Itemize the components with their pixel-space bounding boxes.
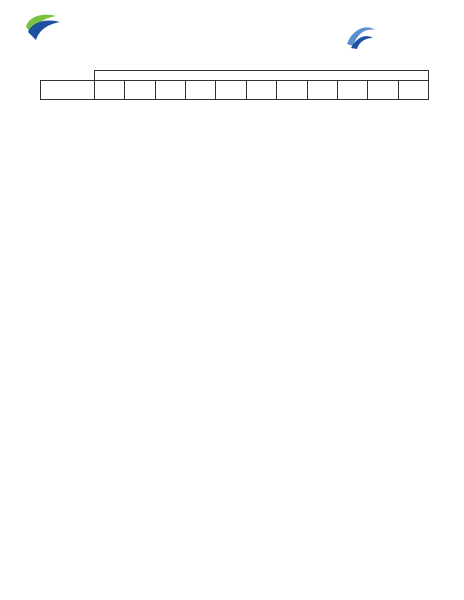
norma-group-logo	[345, 24, 437, 54]
ksf-header	[368, 81, 398, 91]
ksf-header	[125, 81, 155, 91]
ksf-header	[155, 81, 185, 91]
sc34-footnote	[80, 380, 91, 386]
ksf-header	[95, 81, 125, 91]
kpa-header	[216, 90, 246, 100]
header-blank	[41, 71, 95, 81]
kpa-header	[337, 90, 367, 100]
kpa-header	[398, 90, 428, 100]
sc34-title	[40, 232, 42, 239]
kpa-header	[246, 90, 276, 100]
kpa-header	[368, 90, 398, 100]
kpa-header	[155, 90, 185, 100]
kpa-header	[307, 90, 337, 100]
kpa-header	[95, 90, 125, 100]
kpa-header	[277, 90, 307, 100]
sc18-footnote	[80, 208, 91, 214]
sc18-table	[40, 70, 429, 100]
norma-swoosh-icon	[345, 24, 377, 50]
sc18-title	[40, 60, 42, 67]
ksf-header	[337, 81, 367, 91]
ksf-header	[307, 81, 337, 91]
ksf-header	[186, 81, 216, 91]
nds-logo	[22, 12, 162, 50]
ksf-header	[398, 81, 428, 91]
cover-height-header	[41, 81, 95, 91]
ksf-header	[277, 81, 307, 91]
ksf-header	[216, 81, 246, 91]
cover-unit-header	[41, 90, 95, 100]
sc44-title	[40, 404, 42, 411]
bearing-capacity-header	[95, 71, 429, 81]
page-header	[0, 0, 464, 56]
kpa-header	[186, 90, 216, 100]
nds-drop-icon	[22, 12, 62, 42]
kpa-header	[125, 90, 155, 100]
ksf-header	[246, 81, 276, 91]
